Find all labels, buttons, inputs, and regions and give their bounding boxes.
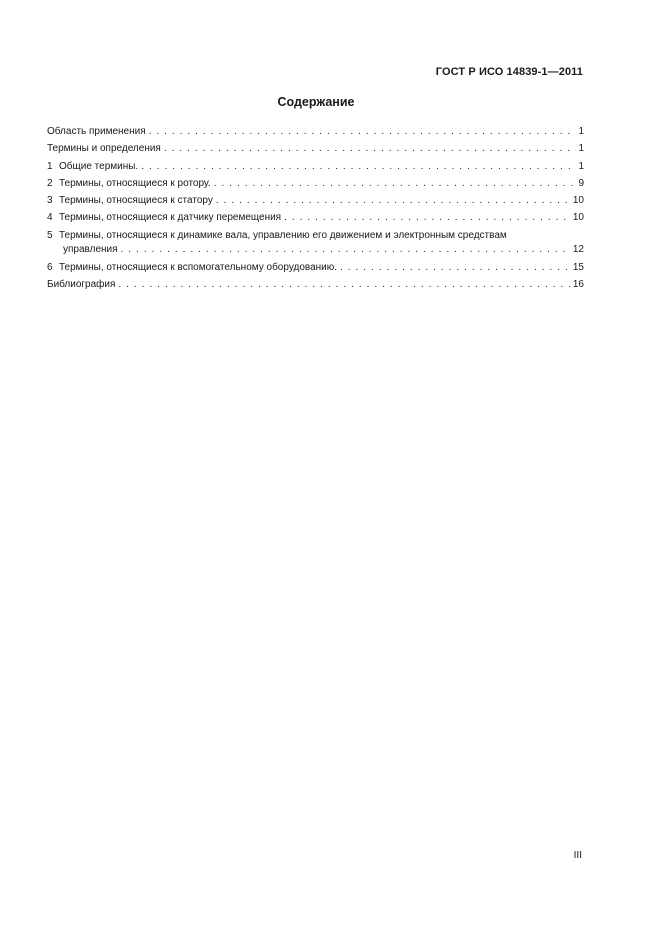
toc-leader-dots [149,126,577,137]
toc-leader-dots [121,244,571,255]
toc-entry-page: 10 [572,195,584,207]
toc-entry-page: 12 [572,244,584,256]
toc-entry-label: Библиография [47,278,116,290]
toc-entry-label: Область применения [47,126,146,137]
toc-entry-number: 6 [47,261,53,273]
toc-entry-section-6[interactable] [47,262,584,279]
toc-leader-dots [141,161,576,172]
toc-entry-number: 5 [47,229,53,241]
toc-entry-label: Термины и определения [47,143,161,155]
toc-entry-number: 1 [47,160,53,172]
table-of-contents [47,126,584,296]
toc-entry-page: 9 [578,177,584,189]
toc-leader-dots [164,143,577,154]
toc-entry-page: 15 [572,261,584,273]
toc-entry-number: 3 [47,195,53,207]
toc-entry-page: 10 [572,212,584,224]
toc-entry-number: 4 [47,212,53,224]
toc-entry-bibliography[interactable] [47,279,584,296]
toc-entry-page: 16 [572,278,584,290]
toc-leader-dots [284,212,571,223]
toc-entry-label: 2 Термины, относящиеся к ротору. [47,177,211,189]
toc-entry-label: 1 Общие термины. [47,160,139,172]
page-number: III [573,850,582,861]
toc-entry-section-1[interactable] [47,161,584,178]
toc-leader-dots [340,262,571,273]
toc-entry-terms-definitions[interactable] [47,143,584,160]
document-code: ГОСТ Р ИСО 14839-1—2011 [435,66,583,78]
toc-entry-section-2[interactable] [47,178,584,195]
toc-leader-dots [216,195,571,206]
toc-entry-section-4[interactable] [47,212,584,229]
toc-entry-number: 2 [47,177,53,189]
toc-entry-label: 5 Термины, относящиеся к динамике вала, управлению его движением и электронным средствам [47,229,507,241]
toc-entry-section-5[interactable] [47,230,584,262]
toc-entry-label: 6 Термины, относящиеся к вспомогательному оборудованию. [47,261,338,273]
toc-leader-dots [118,279,570,290]
toc-entry-page: 1 [578,126,584,137]
toc-entry-page: 1 [578,160,584,172]
toc-entry-label-continued: управления [63,244,118,256]
toc-entry-label: 4 Термины, относящиеся к датчику перемещения [47,212,282,224]
toc-leader-dots [214,178,577,189]
toc-entry-section-3[interactable] [47,195,584,212]
toc-title: Содержание [277,95,355,109]
toc-entry-scope[interactable] [47,126,584,143]
toc-entry-label: 3 Термины, относящиеся к статору [47,195,213,207]
toc-entry-page: 1 [578,143,584,155]
